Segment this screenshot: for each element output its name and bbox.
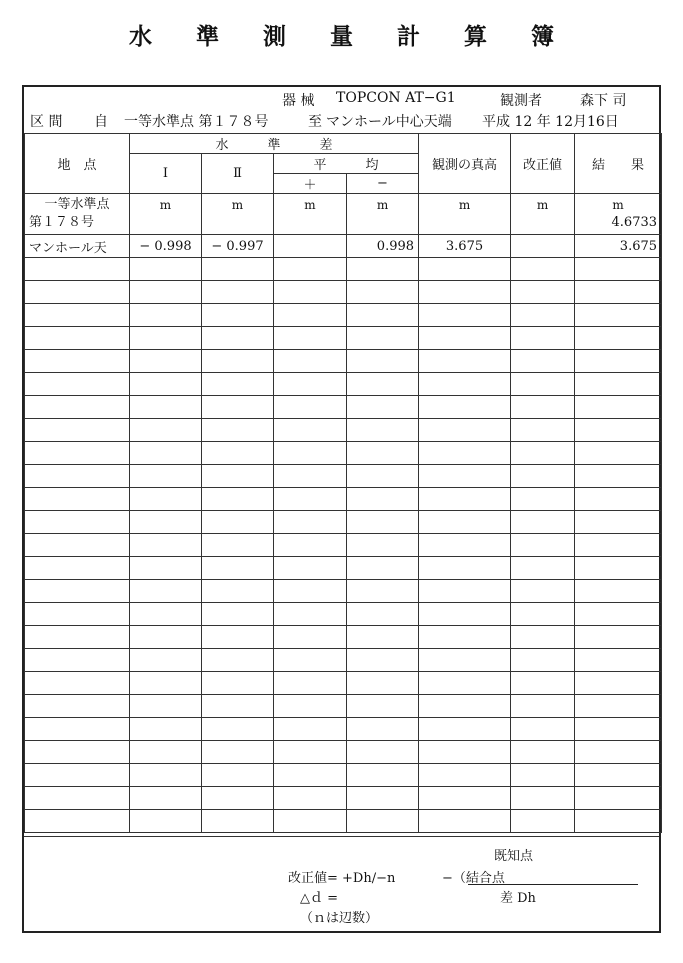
empty-cell — [575, 327, 662, 350]
empty-cell — [347, 810, 419, 833]
empty-table-row — [25, 764, 662, 787]
empty-cell — [130, 534, 202, 557]
empty-cell — [419, 534, 511, 557]
empty-table-row — [25, 419, 662, 442]
empty-cell — [274, 718, 347, 741]
section-label: 区 間 — [30, 114, 63, 130]
instrument-label: 器 械 — [282, 93, 315, 109]
empty-table-row — [25, 396, 662, 419]
empty-cell — [202, 787, 274, 810]
diff-dh-label: 差 Dh — [500, 891, 536, 906]
survey-date: 平成 12 年 12月16日 — [482, 114, 619, 130]
empty-cell — [347, 419, 419, 442]
empty-table-row — [25, 626, 662, 649]
empty-cell — [274, 741, 347, 764]
empty-cell — [419, 764, 511, 787]
point-name-line1: 一等水準点 — [44, 197, 110, 212]
empty-cell — [511, 649, 575, 672]
empty-cell — [419, 557, 511, 580]
col-level-diff-header: 水 準 差 — [130, 134, 419, 154]
empty-cell — [347, 672, 419, 695]
empty-table-row — [25, 442, 662, 465]
empty-cell — [575, 580, 662, 603]
observer-value: 森下 司 — [580, 93, 627, 109]
empty-cell — [511, 672, 575, 695]
empty-cell — [25, 327, 130, 350]
empty-cell — [274, 787, 347, 810]
empty-cell — [419, 396, 511, 419]
empty-cell — [347, 764, 419, 787]
empty-cell — [419, 419, 511, 442]
empty-table-row — [25, 557, 662, 580]
empty-rows — [25, 258, 662, 833]
empty-cell — [347, 557, 419, 580]
empty-cell — [511, 304, 575, 327]
empty-cell — [575, 787, 662, 810]
empty-cell — [419, 580, 511, 603]
empty-table-row — [25, 810, 662, 833]
empty-cell — [202, 488, 274, 511]
empty-cell — [25, 258, 130, 281]
empty-cell — [419, 304, 511, 327]
empty-cell — [347, 580, 419, 603]
empty-cell — [274, 465, 347, 488]
correction-cell — [511, 235, 575, 258]
empty-cell — [419, 465, 511, 488]
col-point-header: 地 点 — [25, 134, 130, 194]
empty-cell — [202, 649, 274, 672]
empty-cell — [25, 304, 130, 327]
empty-cell — [202, 580, 274, 603]
empty-cell — [575, 810, 662, 833]
empty-cell — [274, 488, 347, 511]
empty-cell — [202, 764, 274, 787]
empty-cell — [130, 695, 202, 718]
empty-cell — [202, 534, 274, 557]
empty-cell — [202, 718, 274, 741]
empty-cell — [511, 350, 575, 373]
form-footer — [24, 836, 659, 931]
empty-cell — [274, 511, 347, 534]
I-cell: m — [130, 194, 202, 235]
empty-cell — [419, 488, 511, 511]
empty-cell — [130, 281, 202, 304]
empty-cell — [419, 626, 511, 649]
empty-cell — [511, 557, 575, 580]
table-row — [25, 235, 662, 258]
plus-cell — [274, 235, 347, 258]
plus-cell: m — [274, 194, 347, 235]
empty-cell — [511, 373, 575, 396]
empty-cell — [130, 488, 202, 511]
empty-cell — [347, 626, 419, 649]
empty-cell — [274, 350, 347, 373]
empty-cell — [511, 281, 575, 304]
empty-cell — [25, 626, 130, 649]
empty-table-row — [25, 580, 662, 603]
empty-table-row — [25, 350, 662, 373]
empty-cell — [25, 511, 130, 534]
empty-cell — [202, 281, 274, 304]
n-note: （ｎは辺数） — [300, 911, 379, 926]
empty-cell — [511, 419, 575, 442]
col-minus-header: − — [347, 174, 419, 194]
empty-cell — [25, 488, 130, 511]
empty-cell — [347, 304, 419, 327]
empty-table-row — [25, 534, 662, 557]
delta-label: △ｄ = — [300, 891, 339, 906]
I-cell: − 0.998 — [130, 235, 202, 258]
empty-cell — [25, 603, 130, 626]
empty-cell — [511, 327, 575, 350]
empty-cell — [25, 672, 130, 695]
to-point: マンホール中心天端 — [326, 114, 452, 130]
point-cell: マンホール天 — [25, 235, 130, 258]
empty-cell — [419, 810, 511, 833]
empty-cell — [419, 603, 511, 626]
col-observed-header: 観測の真高 — [419, 134, 511, 194]
empty-cell — [347, 511, 419, 534]
empty-cell — [130, 603, 202, 626]
empty-cell — [511, 741, 575, 764]
empty-cell — [347, 465, 419, 488]
col-result-header: 結 果 — [575, 134, 662, 194]
header-row-1 — [25, 134, 662, 154]
empty-table-row — [25, 373, 662, 396]
empty-cell — [130, 350, 202, 373]
empty-cell — [274, 304, 347, 327]
empty-cell — [347, 603, 419, 626]
empty-cell — [419, 281, 511, 304]
empty-table-row — [25, 672, 662, 695]
empty-cell — [130, 327, 202, 350]
col-mean-header: 平 均 — [274, 154, 419, 174]
empty-cell — [202, 396, 274, 419]
empty-cell — [575, 741, 662, 764]
empty-cell — [511, 258, 575, 281]
empty-cell — [130, 672, 202, 695]
empty-cell — [202, 465, 274, 488]
correction-formula: 改正値= +Dh/−n — [288, 871, 396, 886]
empty-cell — [130, 649, 202, 672]
empty-table-row — [25, 281, 662, 304]
empty-cell — [419, 787, 511, 810]
junction-underline — [468, 884, 638, 885]
empty-cell — [511, 396, 575, 419]
empty-table-row — [25, 488, 662, 511]
II-cell: − 0.997 — [202, 235, 274, 258]
empty-cell — [202, 741, 274, 764]
empty-cell — [511, 488, 575, 511]
empty-cell — [347, 281, 419, 304]
empty-cell — [25, 695, 130, 718]
empty-cell — [25, 373, 130, 396]
known-point-label: 既知点 — [494, 849, 534, 864]
empty-cell — [274, 649, 347, 672]
empty-cell — [511, 718, 575, 741]
empty-cell — [347, 396, 419, 419]
empty-cell — [575, 534, 662, 557]
empty-cell — [419, 442, 511, 465]
empty-cell — [511, 787, 575, 810]
empty-cell — [130, 396, 202, 419]
empty-cell — [419, 373, 511, 396]
empty-cell — [511, 695, 575, 718]
empty-cell — [202, 258, 274, 281]
empty-cell — [25, 810, 130, 833]
empty-cell — [575, 718, 662, 741]
empty-cell — [202, 419, 274, 442]
empty-cell — [419, 741, 511, 764]
from-point: 一等水準点 第１７８号 — [124, 114, 269, 130]
empty-cell — [274, 327, 347, 350]
empty-cell — [347, 695, 419, 718]
empty-cell — [575, 511, 662, 534]
empty-cell — [202, 373, 274, 396]
empty-cell — [130, 810, 202, 833]
empty-cell — [347, 534, 419, 557]
empty-cell — [419, 718, 511, 741]
empty-cell — [347, 327, 419, 350]
empty-cell — [575, 304, 662, 327]
empty-cell — [274, 557, 347, 580]
empty-cell — [130, 741, 202, 764]
empty-cell — [511, 465, 575, 488]
empty-table-row — [25, 258, 662, 281]
empty-cell — [274, 258, 347, 281]
empty-cell — [347, 442, 419, 465]
empty-cell — [130, 511, 202, 534]
empty-cell — [25, 557, 130, 580]
empty-cell — [347, 488, 419, 511]
empty-table-row — [25, 649, 662, 672]
empty-cell — [511, 580, 575, 603]
empty-cell — [202, 626, 274, 649]
empty-cell — [575, 695, 662, 718]
empty-table-row — [25, 603, 662, 626]
empty-cell — [274, 534, 347, 557]
empty-cell — [274, 603, 347, 626]
header-section-row — [24, 111, 659, 133]
empty-cell — [25, 534, 130, 557]
level-table — [24, 133, 662, 833]
empty-cell — [419, 327, 511, 350]
empty-cell — [575, 258, 662, 281]
empty-cell — [575, 396, 662, 419]
empty-cell — [274, 764, 347, 787]
II-cell: m — [202, 194, 274, 235]
empty-cell — [25, 764, 130, 787]
col-I-header: I — [130, 154, 202, 194]
empty-cell — [575, 649, 662, 672]
empty-cell — [25, 281, 130, 304]
empty-cell — [202, 327, 274, 350]
empty-cell — [25, 741, 130, 764]
instrument-value: TOPCON AT−G1 — [336, 90, 456, 106]
empty-table-row — [25, 718, 662, 741]
empty-cell — [419, 649, 511, 672]
empty-table-row — [25, 741, 662, 764]
empty-cell — [202, 695, 274, 718]
empty-cell — [575, 281, 662, 304]
page-title: 水 準 測 量 計 算 簿 — [128, 23, 573, 50]
minus-cell: 0.998 — [347, 235, 419, 258]
empty-cell — [202, 810, 274, 833]
empty-table-row — [25, 695, 662, 718]
empty-cell — [575, 419, 662, 442]
col-II-header: Ⅱ — [202, 154, 274, 194]
minus-cell: m — [347, 194, 419, 235]
empty-cell — [130, 764, 202, 787]
empty-cell — [511, 442, 575, 465]
empty-table-row — [25, 465, 662, 488]
empty-cell — [274, 810, 347, 833]
empty-cell — [575, 350, 662, 373]
point-cell — [25, 194, 130, 235]
result-cell: 3.675 — [575, 235, 662, 258]
empty-cell — [25, 442, 130, 465]
empty-cell — [274, 281, 347, 304]
empty-cell — [347, 787, 419, 810]
empty-table-row — [25, 787, 662, 810]
empty-cell — [130, 626, 202, 649]
empty-cell — [130, 465, 202, 488]
result-unit: m — [612, 198, 624, 212]
empty-cell — [575, 672, 662, 695]
empty-cell — [419, 695, 511, 718]
empty-cell — [575, 442, 662, 465]
empty-cell — [575, 626, 662, 649]
point-name-line2: 第１７８号 — [29, 215, 95, 230]
empty-cell — [511, 511, 575, 534]
level-survey-form — [22, 85, 661, 933]
empty-cell — [419, 511, 511, 534]
empty-cell — [511, 603, 575, 626]
header-instrument-row — [24, 90, 659, 112]
observed-cell: 3.675 — [419, 235, 511, 258]
empty-cell — [202, 350, 274, 373]
empty-cell — [130, 373, 202, 396]
empty-table-row — [25, 327, 662, 350]
result-cell — [575, 194, 662, 235]
empty-cell — [202, 511, 274, 534]
junction-point-label: −（結合点 — [442, 871, 505, 886]
correction-cell: m — [511, 194, 575, 235]
empty-cell — [274, 419, 347, 442]
empty-cell — [347, 258, 419, 281]
empty-cell — [130, 304, 202, 327]
table-row — [25, 194, 662, 235]
empty-cell — [511, 626, 575, 649]
empty-cell — [575, 488, 662, 511]
empty-cell — [130, 718, 202, 741]
empty-cell — [202, 557, 274, 580]
empty-cell — [274, 580, 347, 603]
from-label: 自 — [94, 114, 108, 130]
empty-cell — [130, 258, 202, 281]
empty-cell — [25, 718, 130, 741]
empty-cell — [575, 603, 662, 626]
empty-cell — [511, 764, 575, 787]
empty-cell — [130, 580, 202, 603]
empty-cell — [25, 787, 130, 810]
empty-cell — [575, 373, 662, 396]
empty-cell — [419, 350, 511, 373]
empty-table-row — [25, 304, 662, 327]
empty-cell — [25, 419, 130, 442]
empty-cell — [202, 672, 274, 695]
empty-cell — [347, 350, 419, 373]
empty-cell — [419, 672, 511, 695]
empty-cell — [25, 350, 130, 373]
empty-cell — [511, 534, 575, 557]
col-correction-header: 改正値 — [511, 134, 575, 194]
empty-cell — [25, 465, 130, 488]
empty-cell — [347, 649, 419, 672]
empty-cell — [274, 626, 347, 649]
observer-label: 観測者 — [500, 93, 542, 109]
empty-cell — [575, 465, 662, 488]
empty-cell — [274, 373, 347, 396]
empty-cell — [274, 695, 347, 718]
empty-cell — [347, 718, 419, 741]
empty-cell — [25, 580, 130, 603]
empty-cell — [25, 396, 130, 419]
empty-cell — [202, 304, 274, 327]
empty-cell — [274, 672, 347, 695]
empty-cell — [274, 396, 347, 419]
to-label: 至 — [308, 114, 322, 130]
empty-cell — [25, 649, 130, 672]
empty-table-row — [25, 511, 662, 534]
empty-cell — [347, 373, 419, 396]
empty-cell — [202, 442, 274, 465]
empty-cell — [575, 557, 662, 580]
result-value: 4.6733 — [611, 215, 658, 230]
empty-cell — [130, 787, 202, 810]
empty-cell — [130, 442, 202, 465]
empty-cell — [511, 810, 575, 833]
empty-cell — [575, 764, 662, 787]
empty-cell — [130, 557, 202, 580]
observed-cell: m — [419, 194, 511, 235]
empty-cell — [274, 442, 347, 465]
empty-cell — [419, 258, 511, 281]
empty-cell — [347, 741, 419, 764]
empty-cell — [202, 603, 274, 626]
col-plus-header: ＋ — [274, 174, 347, 194]
empty-cell — [130, 419, 202, 442]
